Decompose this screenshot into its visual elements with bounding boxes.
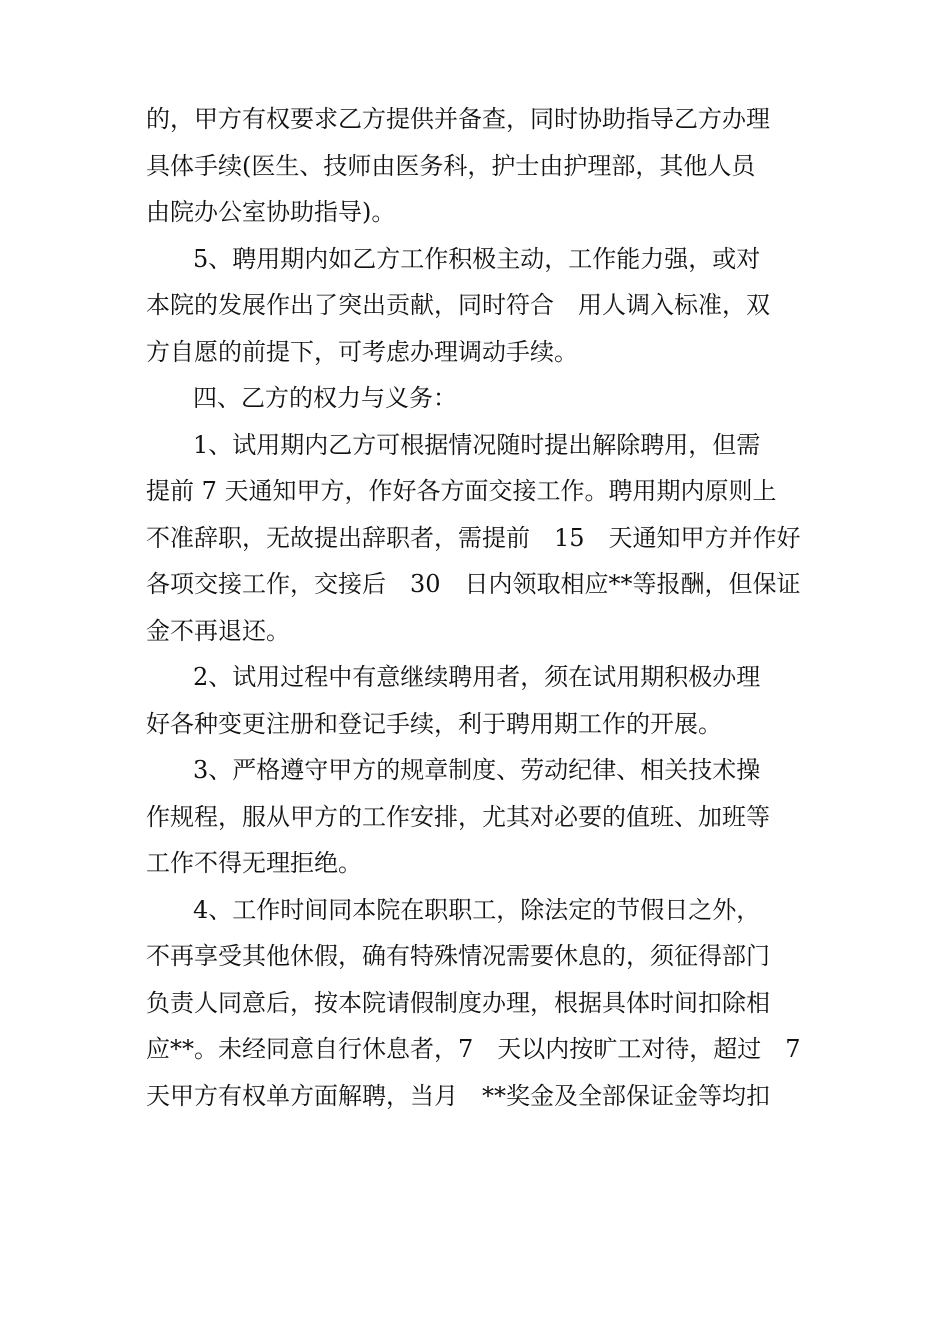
text-line: 本院的发展作出了突出贡献，同时符合 用人调入标准，双 xyxy=(146,291,770,319)
text-line: 由院办公室协助指导)。 xyxy=(146,198,396,226)
document-body xyxy=(146,96,811,1119)
text-line: 方自愿的前提下，可考虑办理调动手续。 xyxy=(146,337,578,366)
text-line: 作规程，服从甲方的工作安排，尤其对必要的值班、加班等 xyxy=(146,802,770,831)
text-line: 不准辞职，无故提出辞职者，需提前 15 天通知甲方并作好 xyxy=(146,523,801,552)
text-line: 不再享受其他休假，确有特殊情况需要休息的，须征得部门 xyxy=(146,942,770,970)
text-line: 金不再退还。 xyxy=(146,616,290,645)
text-line: 5、聘用期内如乙方工作积极主动，工作能力强，或对 xyxy=(193,244,761,273)
text-line: 2、试用过程中有意继续聘用者，须在试用期积极办理 xyxy=(193,663,761,691)
text-line: 好各种变更注册和登记手续，利于聘用期工作的开展。 xyxy=(146,709,722,738)
text-line: 提前 7 天通知甲方，作好各方面交接工作。聘用期内原则上 xyxy=(146,477,777,505)
text-line: 4、工作时间同本院在职职工，除法定的节假日之外， xyxy=(193,895,761,924)
text-line: 具体手续(医生、技师由医务科，护士由护理部，其他人员 xyxy=(146,151,756,180)
text-line: 四、乙方的权力与义务： xyxy=(193,384,457,412)
text-line: 的，甲方有权要求乙方提供并备查，同时协助指导乙方办理 xyxy=(146,105,770,133)
text-line: 应**。未经同意自行休息者，7 天以内按旷工对待，超过 7 xyxy=(146,1035,801,1063)
text-line: 天甲方有权单方面解聘，当月 **奖金及全部保证金等均扣 xyxy=(146,1081,770,1110)
text-line: 各项交接工作，交接后 30 日内领取相应**等报酬，但保证 xyxy=(146,570,801,598)
text-line: 负责人同意后，按本院请假制度办理，根据具体时间扣除相 xyxy=(146,988,770,1017)
text-line: 1、试用期内乙方可根据情况随时提出解除聘用，但需 xyxy=(193,430,761,459)
text-line: 工作不得无理拒绝。 xyxy=(146,849,362,877)
text-line: 3、严格遵守甲方的规章制度、劳动纪律、相关技术操 xyxy=(193,756,761,784)
